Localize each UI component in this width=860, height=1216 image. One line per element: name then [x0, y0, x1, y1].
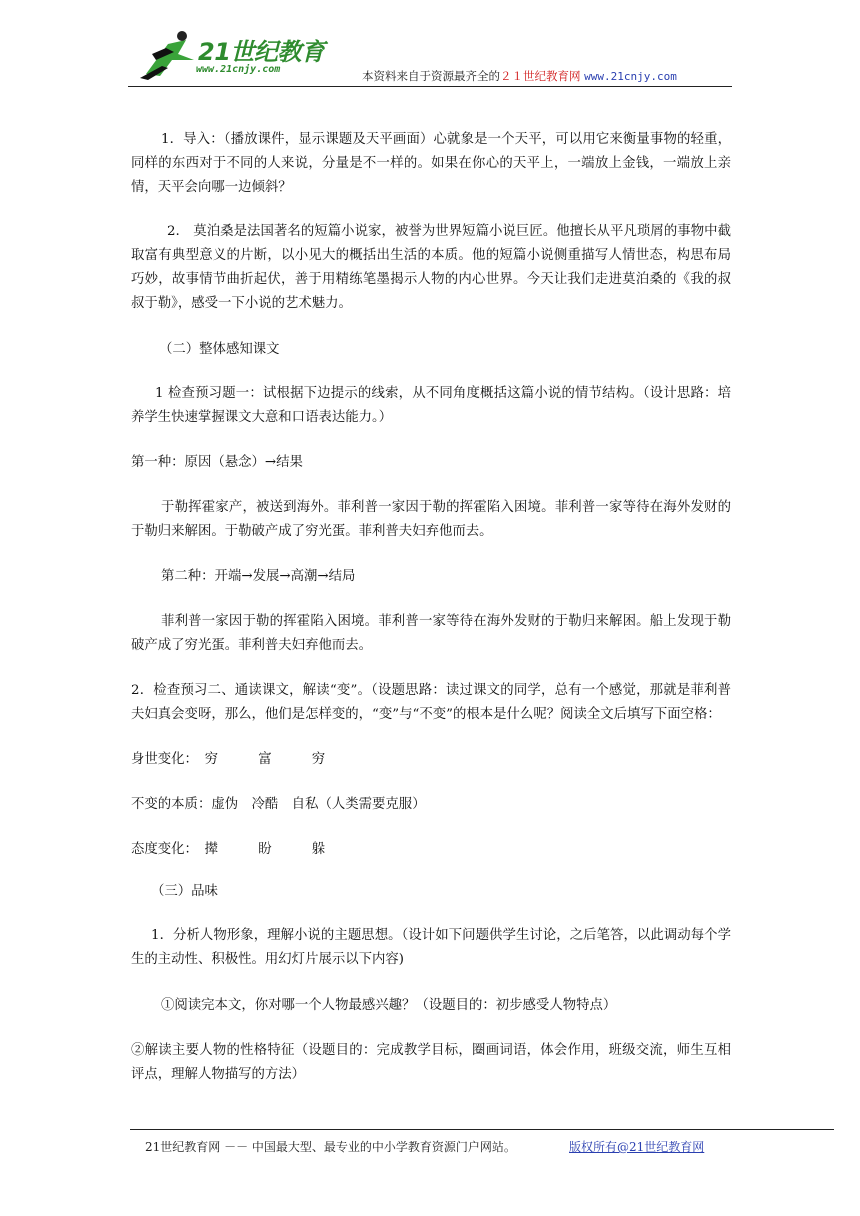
paragraph-intro: 1．导入：（播放课件，显示课题及天平画面）心就象是一个天平，可以用它来衡量事物的轻重，同样的东西对于不同的人来说，分量是不一样的。如果在你心的天平上，一端放上金钱，一端放上亲情，天平会向哪一边倾斜？ [131, 132, 731, 195]
section-heading-appreciation: （三）品味 [151, 884, 218, 899]
logo-url: www.21cnjy.com [196, 64, 281, 75]
plot-type-2-heading: 第二种：开端→发展→高潮→结局 [161, 569, 356, 584]
fill-in-life-change: 身世变化： 穷 富 穷 [131, 752, 326, 767]
header-brand-link[interactable]: ２１世纪教育网 [500, 69, 581, 83]
fill-in-attitude-change: 态度变化： 撵 盼 躲 [131, 842, 326, 857]
plot-type-1-heading: 第一种：原因（悬念）→结果 [131, 455, 303, 470]
footer-copyright-link[interactable]: 版权所有@21世纪教育网 [569, 1140, 705, 1154]
paragraph-author: 2. 莫泊桑是法国著名的短篇小说家，被誉为世界短篇小说巨匠。他擅长从平凡琐屑的事物中截取富有典型意义的片断，以小见大的概括出生活的本质。他的短篇小说侧重描写人情世态，构思布局巧妙，故事情节曲折起伏，善于用精练笔墨揭示人物的内心世界。今天让我们走进莫泊桑的《我的叔叔于勒》，感受一下小说的艺术魅力。 [131, 224, 731, 311]
paragraph-character-analysis: 1．分析人物形象，理解小说的主题思想。（设计如下问题供学生讨论，之后笔答，以此调动每个学生的主动性、积极性。用幻灯片展示以下内容) [131, 928, 731, 967]
paragraph-preview-task-2: 2．检查预习二、通读课文，解读“变”。（设题思路：读过课文的同学，总有一个感觉，那就是菲利普夫妇真会变呀，那么，他们是怎样变的，“变”与“不变”的根本是什么呢？阅读全文后填写下面空格： [131, 683, 731, 722]
fill-in-nature: 不变的本质：虚伪 冷酷 自私（人类需要克服） [131, 797, 426, 812]
header-url-link[interactable]: www.21cnjy.com [584, 70, 677, 83]
header-note-prefix: 本资料来自于资源最齐全的 [362, 69, 500, 83]
plot-type-2-text: 菲利普一家因于勒的挥霍陷入困境。菲利普一家等待在海外发财的于勒归来解困。船上发现于勒破产成了穷光蛋。菲利普夫妇弃他而去。 [131, 614, 731, 653]
header-note [362, 68, 677, 84]
section-heading-overview: （二）整体感知课文 [159, 342, 280, 357]
question-2: ②解读主要人物的性格特征（设题目的：完成教学目标，圈画词语，体会作用，班级交流，师生互相评点，理解人物描写的方法） [131, 1043, 731, 1082]
header-divider [128, 86, 732, 87]
question-1: ①阅读完本文，你对哪一个人物最感兴趣？（设题目的：初步感受人物特点） [161, 998, 617, 1013]
logo-text: 21世纪教育 [198, 38, 325, 66]
site-logo[interactable] [138, 30, 338, 82]
plot-type-1-text: 于勒挥霍家产，被送到海外。菲利普一家因于勒的挥霍陷入困境。菲利普一家等待在海外发财的于勒归来解困。于勒破产成了穷光蛋。菲利普夫妇弃他而去。 [131, 500, 731, 539]
footer-text: 21世纪教育网 －－ 中国最大型、最专业的中小学教育资源门户网站。 [145, 1140, 516, 1154]
paragraph-preview-task-1: 1 检查预习题一：试根据下边提示的线索，从不同角度概括这篇小说的情节结构。（设计思路：培养学生快速掌握课文大意和口语表达能力。） [131, 386, 731, 425]
page-header [0, 0, 860, 90]
document-body [131, 128, 731, 1087]
footer-divider [130, 1129, 834, 1130]
